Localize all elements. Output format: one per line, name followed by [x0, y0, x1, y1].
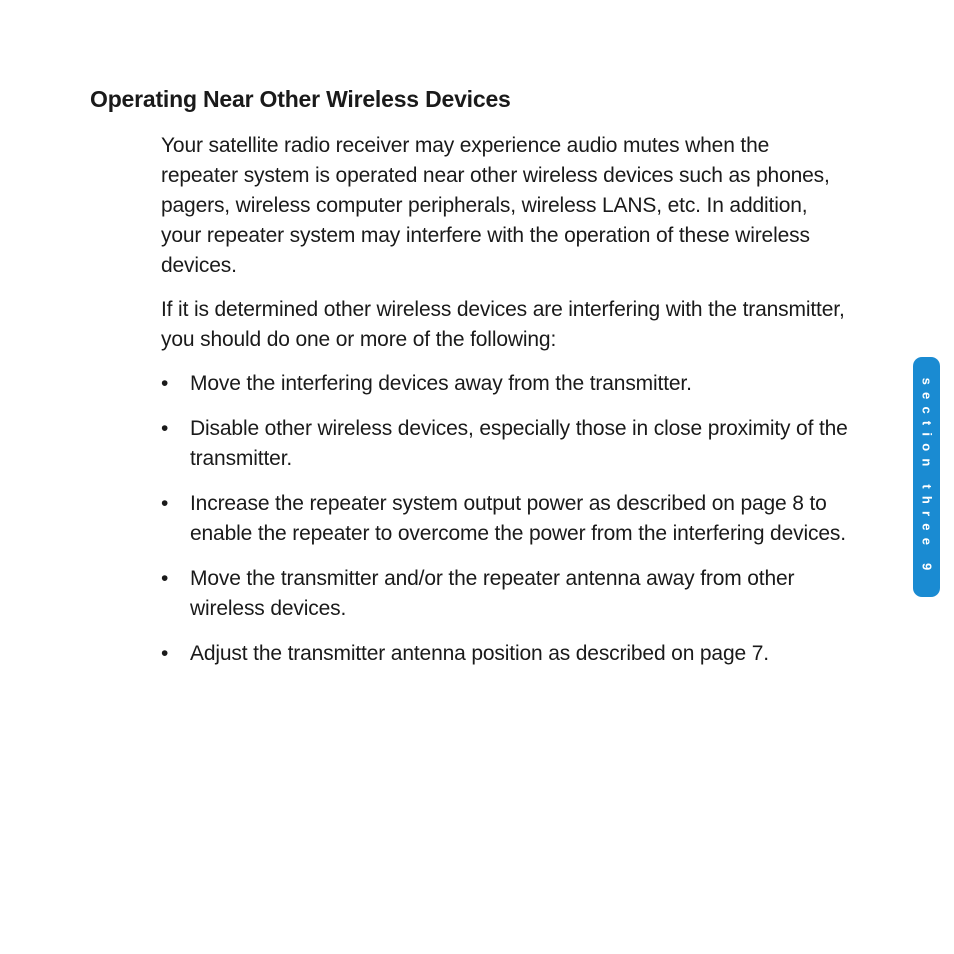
bullet-icon: • [161, 417, 169, 440]
bullet-icon: • [161, 372, 169, 395]
bullet-icon: • [161, 642, 169, 665]
list-item-text: Adjust the transmitter antenna position as described on page 7. [190, 642, 769, 665]
list-item-text: Move the transmitter and/or the repeater antenna away from other wireless devices. [190, 567, 795, 620]
section-tab-label-wrap [913, 367, 940, 587]
list-item-text: Increase the repeater system output power as described on page 8 to enable the repeater to overcome the power from the interfering devices. [190, 492, 846, 545]
list-item [161, 639, 851, 669]
list-item [161, 564, 851, 624]
bullet-icon: • [161, 567, 169, 590]
bullet-icon: • [161, 492, 169, 515]
intro-paragraph: Your satellite radio receiver may experience audio mutes when the repeater system is operated near other wireless devices such as phones, pagers, wireless computer peripherals, wireless LANS, etc. In addition, your repeater system may interfere with the operation of these wireless devices. [161, 134, 830, 277]
bullet-list [161, 369, 851, 669]
list-item [161, 489, 851, 549]
body-text [161, 131, 851, 684]
section-heading: Operating Near Other Wireless Devices [90, 86, 511, 112]
section-tab-label: section three 9 [919, 377, 935, 577]
instruction-paragraph: If it is determined other wireless devices are interfering with the transmitter, you should do one or more of the following: [161, 298, 845, 351]
list-item [161, 414, 851, 474]
list-item-text: Move the interfering devices away from the transmitter. [190, 372, 692, 395]
list-item-text: Disable other wireless devices, especially those in close proximity of the transmitter. [190, 417, 848, 470]
list-item [161, 369, 851, 399]
section-tab [913, 357, 940, 597]
